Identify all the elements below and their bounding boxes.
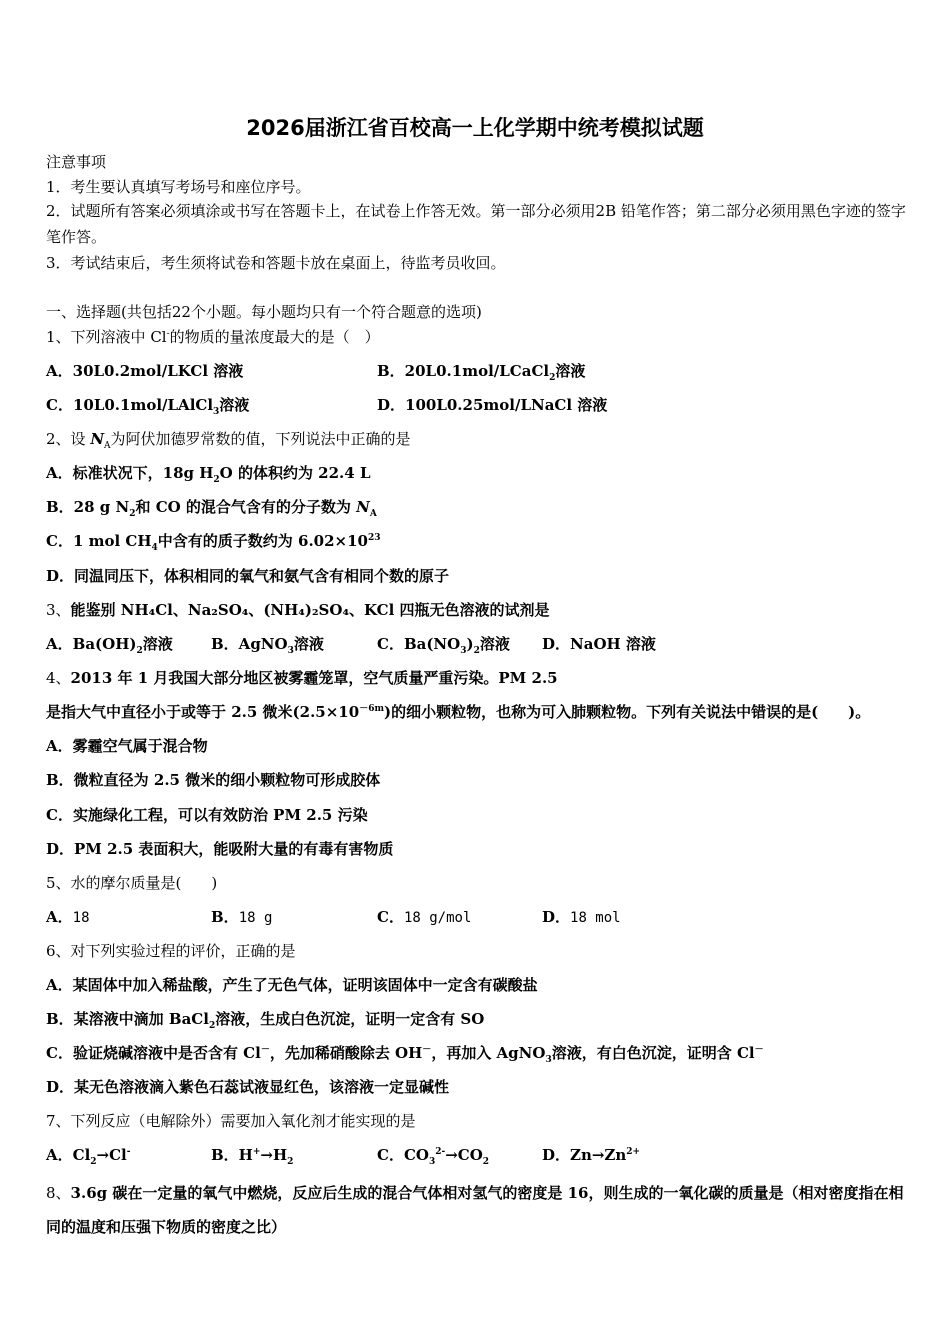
q7-option-a: A．$Cl_2\to Cl^-$	[46, 1146, 131, 1167]
question-2-stem: 2、设 $N_A$为阿伏加德罗常数的值，下列说法中正确的是	[46, 430, 411, 451]
q2-option-b: B．28 g $N_2$和 CO 的混合气含有的分子数为 $N_A$	[46, 498, 377, 519]
notice-item-3: 3．考试结束后，考生须将试卷和答题卡放在桌面上，待监考员收回。	[46, 254, 506, 272]
notice-item-2: 2．试题所有答案必须填涂或书写在答题卡上，在试卷上作答无效。第一部分必须用2B 铅笔作答；第二部分必须用黑色字迹的签字笔作答。	[46, 202, 906, 246]
q3-option-b: B．AgNO$_3$溶液	[211, 635, 324, 656]
notice-item-1: 1．考生要认真填写考场号和座位序号。	[46, 178, 311, 196]
q1-option-d: D．100L0.25mol/LNaCl 溶液	[377, 396, 608, 414]
question-4-stem-line2: 是指大气中直径小于或等于 2.5 微米$(2.5\times 10^{-6m})$的细小颗粒物，也称为可入肺颗粒物。下列有关说法中错误的是( )。	[46, 703, 871, 721]
q1-option-a: A．30L0.2mol/LKCl 溶液	[46, 362, 244, 380]
q3-option-a: A．$Ba(OH)_2$溶液	[46, 635, 173, 656]
q6-option-d: D．某无色溶液滴入紫色石蕊试液显红色，该溶液一定显碱性	[46, 1078, 450, 1096]
q7-option-d: D．$Zn\to Zn^{2+}$	[542, 1146, 641, 1164]
q5-option-b: B．18 g	[211, 908, 273, 926]
q4-option-c: C．实施绿化工程，可以有效防治 PM 2.5 污染	[46, 806, 368, 824]
q4-option-b: B．微粒直径为 2.5 微米的细小颗粒物可形成胶体	[46, 771, 381, 789]
q2-option-c: C．1 mol $CH_4$中含有的质子数约为 $6.02\times 10^{23}$	[46, 532, 381, 553]
q6-option-c: C．验证烧碱溶液中是否含有 Cl－，先加稀硝酸除去 OH－，再加入 AgNO$_3$溶液，有白色沉淀，证明含 Cl－	[46, 1044, 764, 1065]
page-title: 2026届浙江省百校高一上化学期中统考模拟试题	[246, 116, 704, 140]
q6-option-b: B．某溶液中滴加 BaCl$_2$溶液，生成白色沉淀，证明一定含有 SO	[46, 1010, 485, 1031]
question-1-stem: 1、下列溶液中 Cl-的物质的量浓度最大的是（ ）	[46, 328, 380, 346]
q3-option-c: C．$Ba(NO_3)_2$溶液	[377, 635, 510, 656]
question-3-stem: 3、能鉴别 NH₄Cl、Na₂SO₄、(NH₄)₂SO₄、KCl 四瓶无色溶液的试剂是	[46, 601, 550, 619]
q5-option-a: A．18	[46, 908, 90, 926]
question-7-stem: 7、下列反应（电解除外）需要加入氧化剂才能实现的是	[46, 1112, 416, 1130]
question-8-stem: 8、3.6g 碳在一定量的氧气中燃烧，反应后生成的混合气体相对氢气的密度是 16，则生成的一氧化碳的质量是（相对密度指在相同的温度和压强下物质的密度之比）	[46, 1184, 904, 1236]
q7-option-c: C．$CO_3^{2-}\to CO_2$	[377, 1146, 490, 1167]
question-5-stem: 5、水的摩尔质量是( )	[46, 874, 218, 892]
q4-option-d: D．PM 2.5 表面积大，能吸附大量的有毒有害物质	[46, 840, 394, 858]
notice-heading: 注意事项	[46, 153, 107, 171]
q7-option-b: B．$H^+\to H_2$	[211, 1146, 294, 1167]
q3-option-d: D．NaOH 溶液	[542, 635, 656, 653]
question-4-stem-line1: 4、2013 年 1 月我国大部分地区被雾霾笼罩，空气质量严重污染。PM 2.5	[46, 669, 558, 687]
question-6-stem: 6、对下列实验过程的评价，正确的是	[46, 942, 296, 960]
q1-option-b: B．20L0.1mol/LCaCl$_2$溶液	[377, 362, 586, 383]
q2-option-d: D．同温同压下，体积相同的氧气和氨气含有相同个数的原子	[46, 567, 450, 585]
q2-option-a: A．标准状况下，18g $H_2O$ 的体积约为 22.4 L	[46, 464, 371, 485]
q4-option-a: A．雾霾空气属于混合物	[46, 737, 208, 755]
q5-option-c: C．18 g/mol	[377, 908, 472, 926]
section-heading: 一、选择题(共包括22个小题。每小题均只有一个符合题意的选项)	[46, 303, 482, 321]
q5-option-d: D．18 mol	[542, 908, 621, 926]
q1-option-c: C．10L0.1mol/LAlCl$_3$溶液	[46, 396, 250, 417]
q6-option-a: A．某固体中加入稀盐酸，产生了无色气体，证明该固体中一定含有碳酸盐	[46, 976, 538, 994]
